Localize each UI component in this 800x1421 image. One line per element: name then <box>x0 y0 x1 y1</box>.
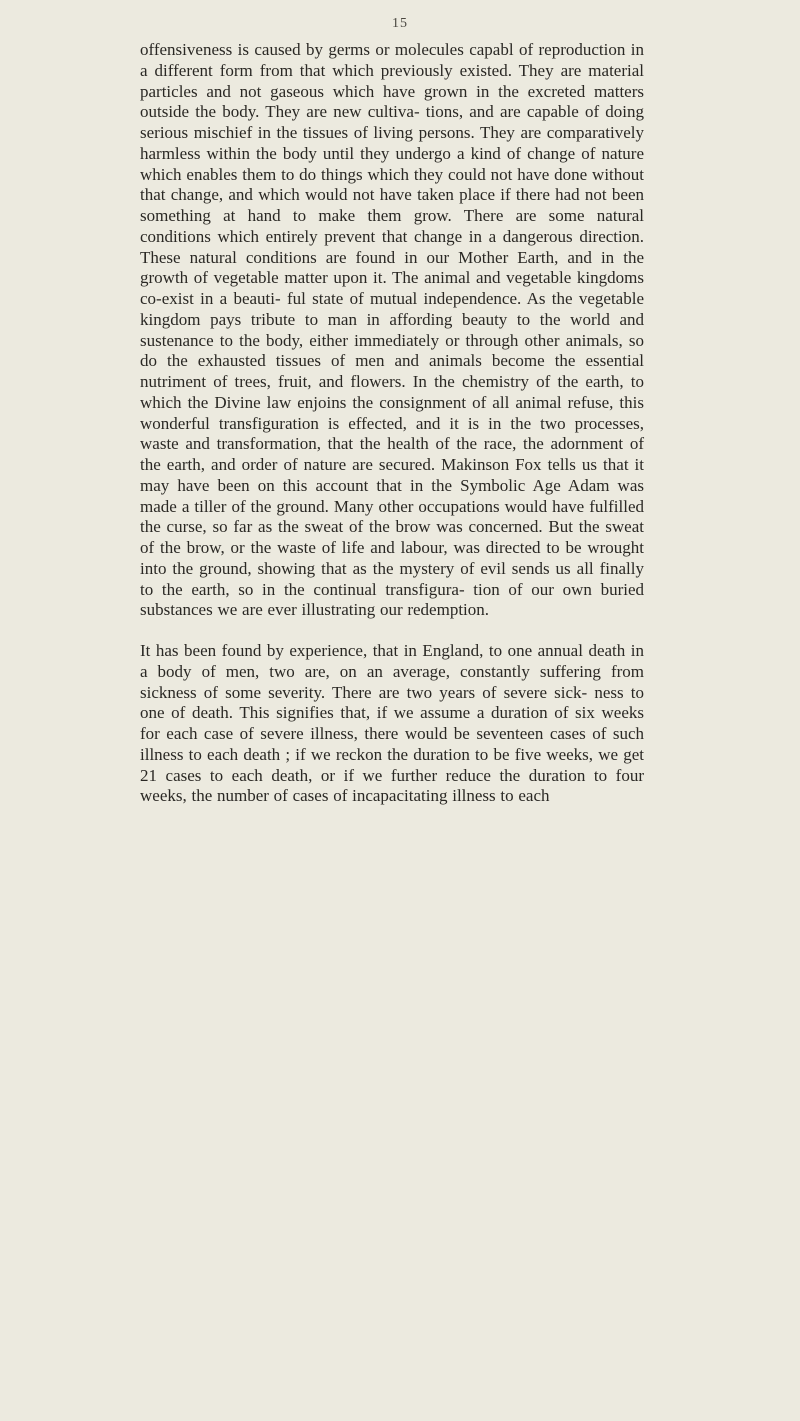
page-body <box>140 40 644 807</box>
paragraph-germs-and-earth: offensiveness is caused by germs or molecules capabl of reproduction in a different form from that which previously existed. They are material particles and not gaseous which have grown in the excreted matters outside the body. They are new cultiva- tions, and are capable of doing serious mischief in the tissues of living persons. They are comparatively harmless within the body until they undergo a kind of change of nature which enables them to do things which they could not have done without that change, and which would not have taken place if there had not been something at hand to make them grow. There are some natural conditions which entirely prevent that change in a dangerous direction. These natural conditions are found in our Mother Earth, and in the growth of vegetable matter upon it. The animal and vegetable kingdoms co-exist in a beauti- ful state of mutual independence. As the vegetable kingdom pays tribute to man in affording beauty to the world and sustenance to the body, either immediately or through other animals, so do the exhausted tissues of men and animals become the essential nutriment of trees, fruit, and flowers. In the chemistry of the earth, to which the Divine law enjoins the consignment of all animal refuse, this wonderful transfiguration is effected, and it is in the two processes, waste and transformation, that the health of the race, the adornment of the earth, and order of nature are secured. Makinson Fox tells us that it may have been on this account that in the Symbolic Age Adam was made a tiller of the ground. Many other occupations would have fulfilled the curse, so far as the sweat of the brow was concerned. But the sweat of the brow, or the waste of life and labour, was directed to be wrought into the ground, showing that as the mystery of evil sends us all finally to the earth, so in the continual transfigura- tion of our own buried substances we are ever illustrating our redemption. <box>140 40 644 620</box>
page-number: 15 <box>392 16 408 31</box>
paragraph-sickness-statistics: It has been found by experience, that in England, to one annual death in a body of men, two are, on an average, constantly suffering from sickness of some severity. There are two years of severe sick- ness to one of death. This signifies that, if we assume a duration of six weeks for each case of severe illness, there would be seventeen cases of such illness to each death ; if we reckon the duration to be five weeks, we get 21 cases to each death, or if we further reduce the duration to four weeks, the number of cases of incapacitating illness to each <box>140 641 644 806</box>
